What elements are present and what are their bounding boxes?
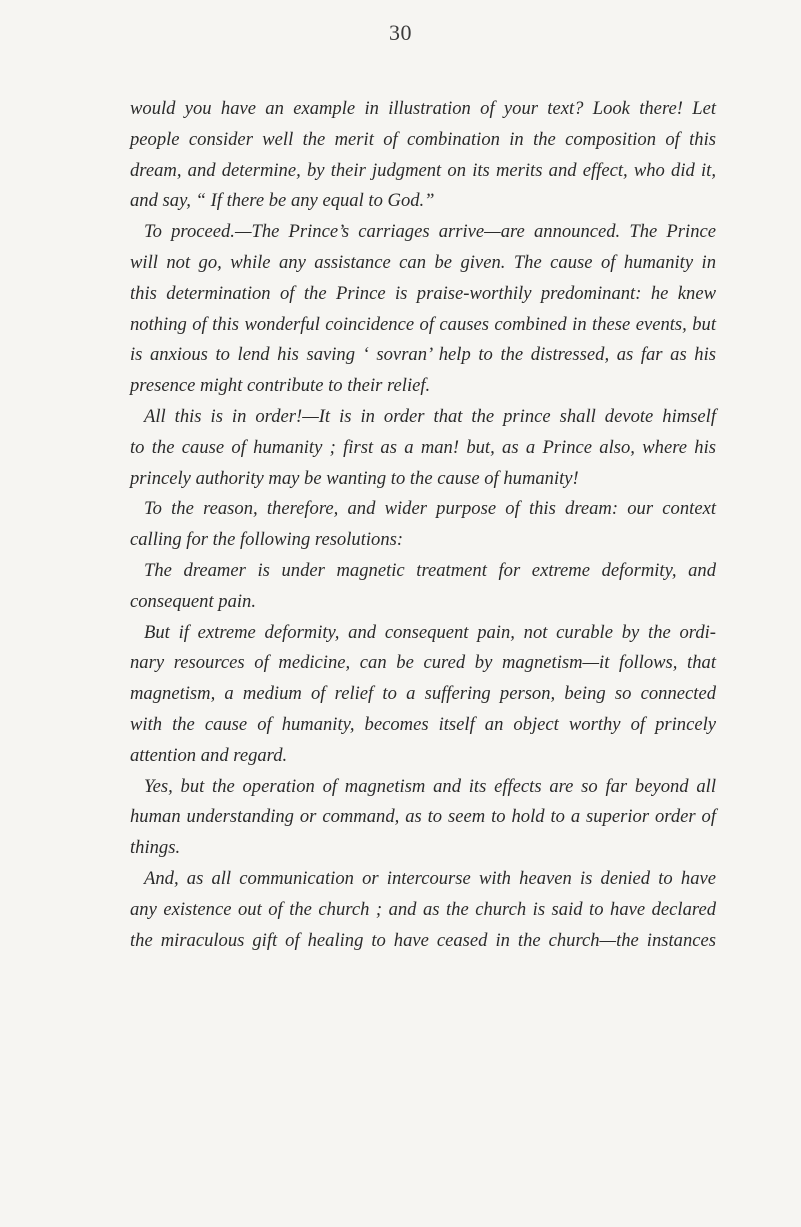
text-line: this determination of the Prince is praise-worthily predominant: he knew [130,282,716,304]
text-line: any existence out of the church ; and as the church is said to have declared [130,898,716,920]
text-line: nothing of this wonderful coincidence of causes combined in these events, but [130,313,716,335]
text-line: All this is in order!—It is in order that the prince shall devote himself [144,405,716,427]
text-line: dream, and determine, by their judgment on its merits and effect, who did it, [130,159,716,181]
text-line: Yes, but the operation of magnetism and its effects are so far beyond all [144,775,716,797]
text-line: To the reason, therefore, and wider purpose of this dream: our context [144,498,716,520]
text-line: To proceed.—The Prince’s carriages arrive—are announced. The Prince [144,221,716,243]
text-line: to the cause of humanity ; first as a man! but, as a Prince also, where his [130,436,716,458]
text-line: The dreamer is under magnetic treatment for extreme deformity, and [144,559,716,581]
text-line: the miraculous gift of healing to have ceased in the church—the instances [130,929,716,951]
text-line: and say, “ If there be any equal to God.” [130,190,435,212]
text-line: people consider well the merit of combination in the composition of this [130,128,716,150]
text-line: princely authority may be wanting to the cause of humanity! [130,467,579,489]
text-line: magnetism, a medium of relief to a suffering person, being so connected [130,683,716,705]
text-line: But if extreme deformity, and consequent pain, not curable by the ordi- [144,621,716,643]
body-text [130,94,716,956]
text-line: attention and regard. [130,744,288,766]
text-line: And, as all communication or intercourse with heaven is denied to have [144,867,716,889]
text-line: nary resources of medicine, can be cured by magnetism—it follows, that [130,652,716,674]
text-line: will not go, while any assistance can be given. The cause of humanity in [130,251,716,273]
text-line: is anxious to lend his saving ‘ sovran’ help to the distressed, as far as his [130,344,716,366]
text-line: with the cause of humanity, becomes itself an object worthy of princely [130,713,716,735]
text-line: consequent pain. [130,590,256,612]
text-line: human understanding or command, as to seem to hold to a superior order of [130,806,716,828]
text-line: things. [130,837,181,859]
text-line: presence might contribute to their relief. [130,375,431,397]
text-line: calling for the following resolutions: [130,529,404,551]
text-line: would you have an example in illustration of your text? Look there! Let [130,98,716,119]
page-number: 30 [389,20,412,45]
